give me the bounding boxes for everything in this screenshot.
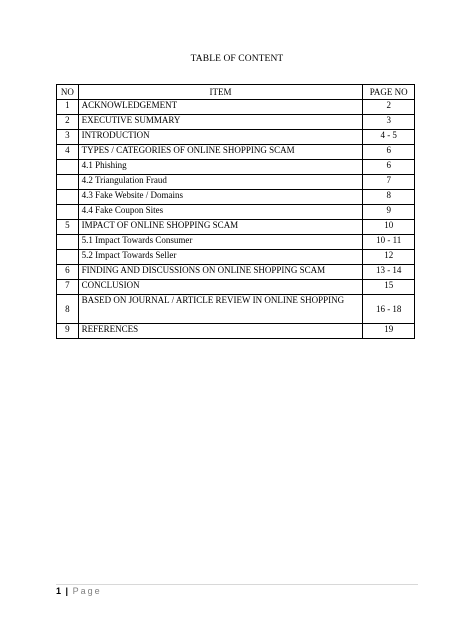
row-item: 5.2 Impact Towards Seller	[78, 250, 363, 265]
row-no	[57, 190, 79, 205]
page-title: TABLE OF CONTENT	[190, 54, 284, 64]
row-page: 10 - 11	[363, 235, 415, 250]
table-of-contents	[56, 84, 415, 339]
row-page: 13 - 14	[363, 265, 415, 280]
table-subrow	[57, 205, 415, 220]
row-no: 7	[57, 280, 79, 295]
row-no	[57, 205, 79, 220]
row-no: 4	[57, 145, 79, 160]
row-no: 3	[57, 130, 79, 145]
header-no: NO	[57, 85, 79, 100]
row-no: 1	[57, 100, 79, 115]
row-item: 5.1 Impact Towards Consumer	[78, 235, 363, 250]
row-page: 6	[363, 145, 415, 160]
row-no: 5	[57, 220, 79, 235]
row-page: 2	[363, 100, 415, 115]
row-page: 19	[363, 324, 415, 339]
table-subrow	[57, 250, 415, 265]
row-no	[57, 250, 79, 265]
row-item: 4.3 Fake Website / Domains	[78, 190, 363, 205]
row-item: REFERENCES	[78, 324, 363, 339]
table-row	[57, 130, 415, 145]
row-page: 4 - 5	[363, 130, 415, 145]
table-row	[57, 100, 415, 115]
row-page: 12	[363, 250, 415, 265]
table-subrow	[57, 190, 415, 205]
row-page: 16 - 18	[363, 295, 415, 324]
row-no	[57, 160, 79, 175]
header-page-no: PAGE NO	[363, 85, 415, 100]
table-row	[57, 220, 415, 235]
row-page: 9	[363, 205, 415, 220]
row-item: CONCLUSION	[78, 280, 363, 295]
row-no	[57, 175, 79, 190]
footer-page-label: Page	[72, 586, 102, 596]
row-page: 8	[363, 190, 415, 205]
header-item: ITEM	[78, 85, 363, 100]
row-item: FINDING AND DISCUSSIONS ON ONLINE SHOPPING SCAM	[78, 265, 363, 280]
page-footer	[56, 586, 102, 596]
table-row	[57, 280, 415, 295]
row-item: EXECUTIVE SUMMARY	[78, 115, 363, 130]
row-item: INTRODUCTION	[78, 130, 363, 145]
table-subrow	[57, 160, 415, 175]
row-no: 9	[57, 324, 79, 339]
footer-divider	[56, 584, 418, 585]
row-page: 6	[363, 160, 415, 175]
row-item: 4.1 Phishing	[78, 160, 363, 175]
footer-separator: |	[65, 586, 69, 596]
table-row	[57, 115, 415, 130]
row-page: 15	[363, 280, 415, 295]
row-page: 10	[363, 220, 415, 235]
row-item: ACKNOWLEDGEMENT	[78, 100, 363, 115]
table-subrow	[57, 235, 415, 250]
table-header-row	[57, 85, 415, 100]
row-no: 8	[57, 295, 79, 324]
row-no: 6	[57, 265, 79, 280]
row-item: TYPES / CATEGORIES OF ONLINE SHOPPING SCAM	[78, 145, 363, 160]
row-page: 7	[363, 175, 415, 190]
table-row	[57, 265, 415, 280]
table-row	[57, 145, 415, 160]
row-no: 2	[57, 115, 79, 130]
table-row	[57, 295, 415, 324]
row-no	[57, 235, 79, 250]
footer-page-number: 1	[56, 586, 62, 596]
table-row	[57, 324, 415, 339]
row-item: 4.4 Fake Coupon Sites	[78, 205, 363, 220]
row-item: BASED ON JOURNAL / ARTICLE REVIEW IN ONLINE SHOPPING	[78, 295, 363, 324]
row-item: 4.2 Triangulation Fraud	[78, 175, 363, 190]
table-subrow	[57, 175, 415, 190]
row-page: 3	[363, 115, 415, 130]
row-item: IMPACT OF ONLINE SHOPPING SCAM	[78, 220, 363, 235]
